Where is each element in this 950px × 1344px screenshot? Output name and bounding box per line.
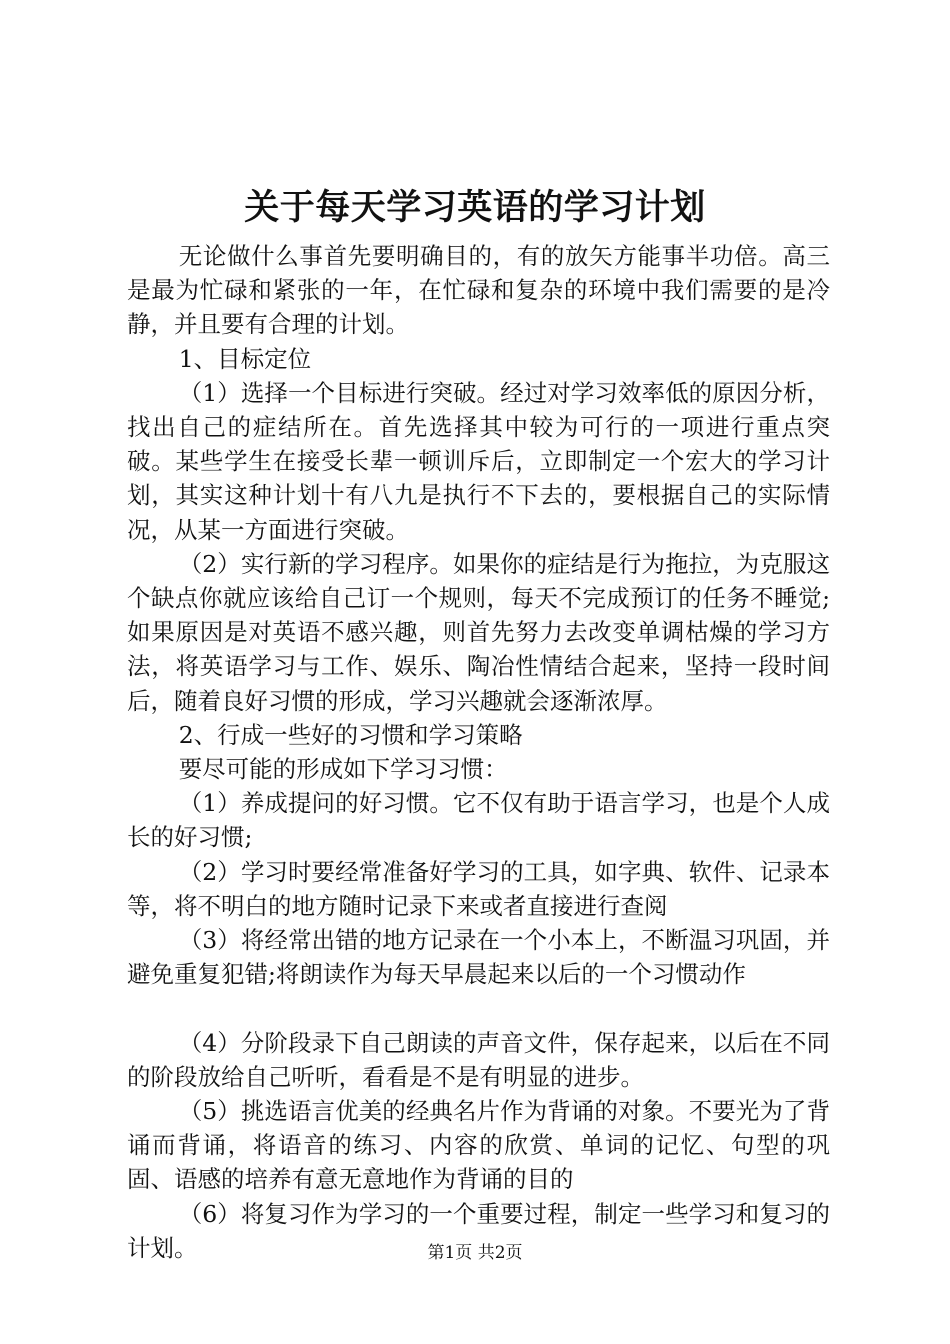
paragraph-habit-2: （2）学习时要经常准备好学习的工具，如字典、软件、记录本等，将不明白的地方随时记录下来或者直接进行查阅 xyxy=(127,857,830,920)
paragraph-habit-3: （3）将经常出错的地方记录在一个小本上，不断温习巩固，并避免重复犯错;将朗读作为每天早晨起来以后的一个习惯动作 xyxy=(127,926,830,989)
paragraph-habit-4: （4）分阶段录下自己朗读的声音文件，保存起来，以后在不同的阶段放给自己听听，看看是不是有明显的进步。 xyxy=(127,1028,830,1091)
paragraph-1-1: （1）选择一个目标进行突破。经过对学习效率低的原因分析，找出自己的症结所在。首先选择其中较为可行的一项进行重点突破。某些学生在接受长辈一顿训斥后，立即制定一个宏大的学习计划，其实这种计划十有八九是执行不下去的，要根据自己的实际情况，从某一方面进行突破。 xyxy=(127,378,830,544)
paragraph-intro: 无论做什么事首先要明确目的，有的放矢方能事半功倍。高三是最为忙碌和紧张的一年，在忙碌和复杂的环境中我们需要的是冷静，并且要有合理的计划。 xyxy=(127,242,830,339)
page-footer: 第1页 共2页 xyxy=(427,1243,523,1263)
document-body xyxy=(127,239,830,1265)
section-heading-2: 2、行成一些好的习惯和学习策略 xyxy=(178,720,523,749)
paragraph-habits-intro: 要尽可能的形成如下学习习惯： xyxy=(178,755,508,784)
paragraph-habit-5: （5）挑选语言优美的经典名片作为背诵的对象。不要光为了背诵而背诵，将语音的练习、内容的欣赏、单词的记忆、句型的巩固、语感的培养有意无意地作为背诵的目的 xyxy=(127,1097,830,1194)
section-heading-1: 1、目标定位 xyxy=(178,344,312,373)
paragraph-habit-1: （1）养成提问的好习惯。它不仅有助于语言学习，也是个人成长的好习惯; xyxy=(127,789,830,852)
paragraph-1-2: （2）实行新的学习程序。如果你的症结是行为拖拉，为克服这个缺点你就应该给自己订一个规则，每天不完成预订的任务不睡觉;如果原因是对英语不感兴趣，则首先努力去改变单调枯燥的学习方法，将英语学习与工作、娱乐、陶冶性情结合起来，坚持一段时间后，随着良好习惯的形成，学习兴趣就会逐渐浓厚。 xyxy=(127,549,830,715)
blank-line xyxy=(127,991,830,1025)
paragraph-habit-6: （6）将复习作为学习的一个重要过程，制定一些学习和复习的计划。 xyxy=(127,1199,830,1262)
document-title: 关于每天学习英语的学习计划 xyxy=(244,188,706,228)
